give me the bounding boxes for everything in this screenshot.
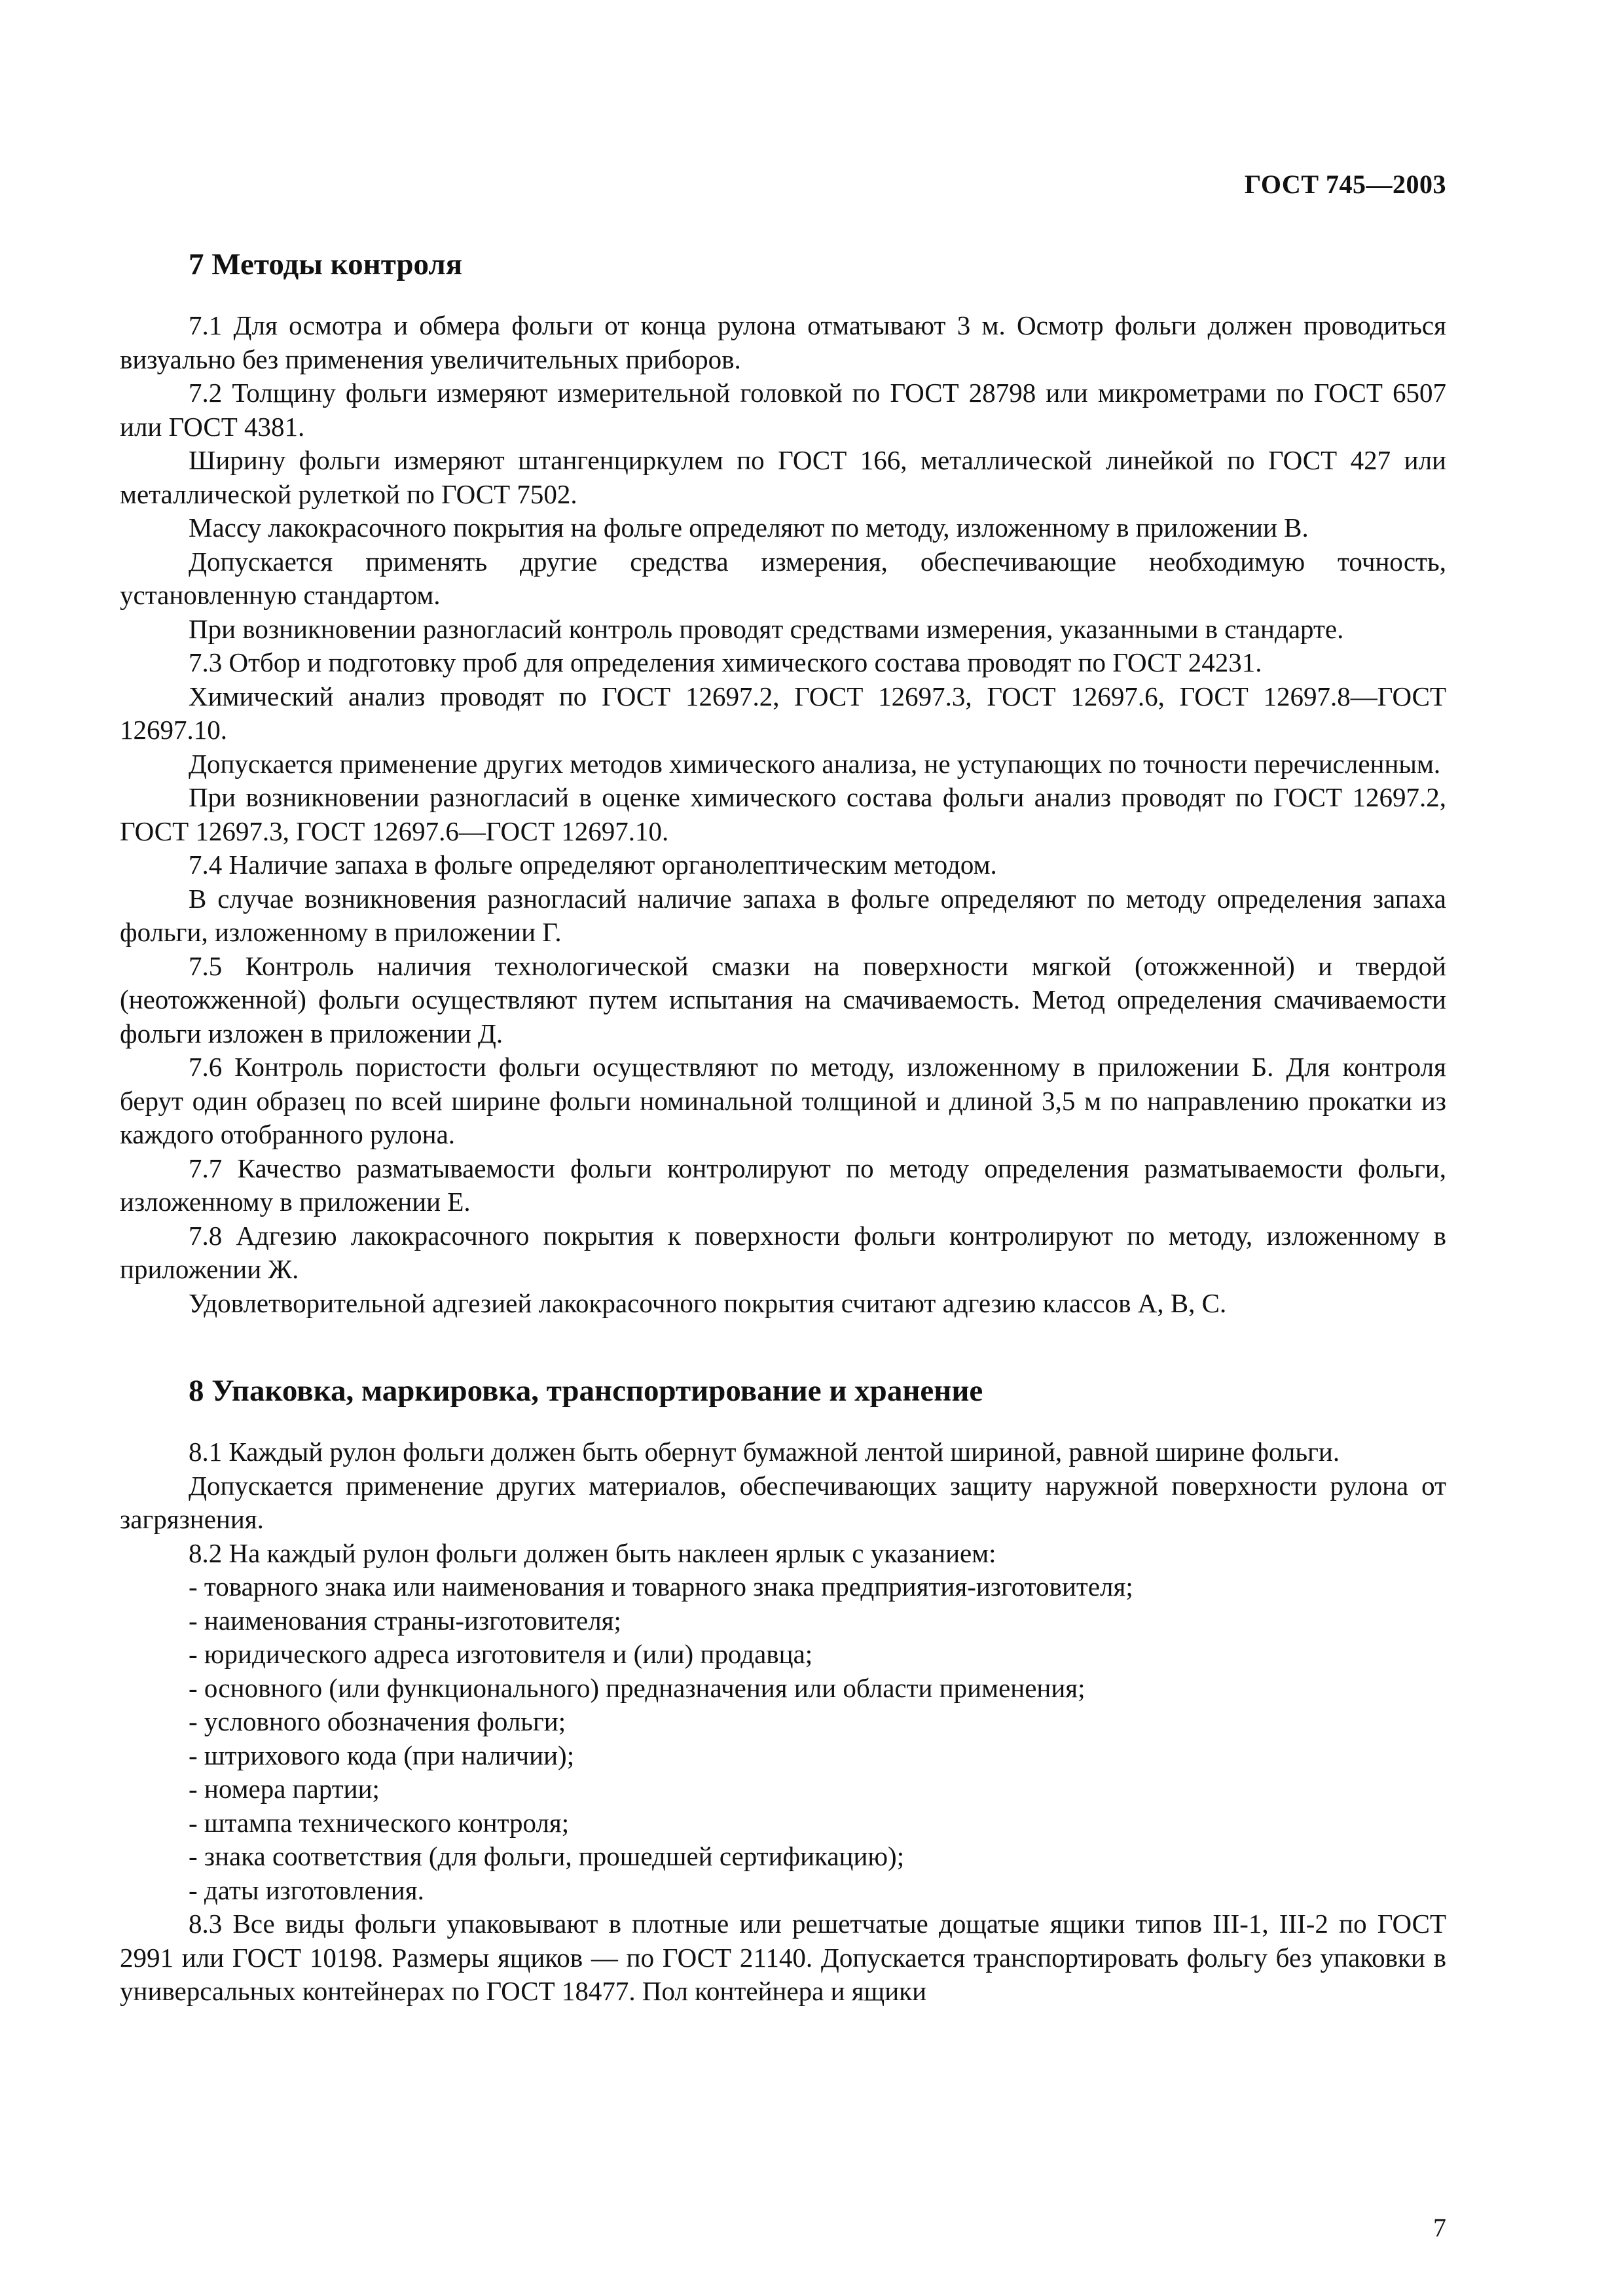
document-standard-number: ГОСТ 745—2003 [1244, 170, 1446, 199]
paragraph: В случае возникновения разногласий наличие запаха в фольге определяют по методу определения запаха фольги, изложенному в приложении Г. [120, 883, 1446, 947]
paragraph: 7.5 Контроль наличия технологической смазки на поверхности мягкой (отожженной) и твердой (неотожженной) фольги осуществляют путем испытания на смачиваемость. Метод определения смачиваемости фольги изложен в приложении Д. [120, 950, 1446, 1049]
list-item: - юридического адреса изготовителя и (или) продавца; [189, 1639, 813, 1669]
paragraph: 7.4 Наличие запаха в фольге определяют органолептическим методом. [189, 850, 997, 880]
paragraph: 7.6 Контроль пористости фольги осуществляют по методу, изложенному в приложении Б. Для контроля берут один образец по всей ширине фольги номинальной толщиной и длиной 3,5 м по направлению прокатки из каждого отобранного рулона. [120, 1052, 1446, 1149]
list-item: - товарного знака или наименования и товарного знака предприятия-изготовителя; [189, 1571, 1133, 1602]
list-item: - штампа технического контроля; [189, 1807, 570, 1838]
list-item: - штрихового кода (при наличии); [189, 1740, 575, 1770]
list-item: - даты изготовления. [189, 1874, 424, 1905]
paragraph: Удовлетворительной адгезией лакокрасочного покрытия считают адгезию классов А, В, С. [189, 1287, 1227, 1318]
paragraph: 8.2 На каждый рулон фольги должен быть наклеен ярлык с указанием: [189, 1537, 996, 1568]
list-item: - знака соответствия (для фольги, прошедшей сертификацию); [189, 1841, 905, 1871]
section-8-body [120, 1435, 1446, 2009]
paragraph: 7.2 Толщину фольги измеряют измерительной головкой по ГОСТ 28798 или микрометрами по ГОСТ 6507 или ГОСТ 4381. [120, 378, 1446, 442]
section-8-title: 8 Упаковка, маркировка, транспортирование и хранение [189, 1374, 983, 1408]
section-7-body [120, 309, 1446, 1320]
paragraph: 7.3 Отбор и подготовку проб для определения химического состава проводят по ГОСТ 24231. [189, 647, 1262, 677]
paragraph: 8.3 Все виды фольги упаковывают в плотные или решетчатые дощатые ящики типов III-1, III-2 по ГОСТ 2991 или ГОСТ 10198. Размеры ящиков — по ГОСТ 21140. Допускается транспортировать фольгу без упаковки в универсальных контейнерах по ГОСТ 18477. Пол контейнера и ящики [120, 1909, 1446, 2006]
paragraph: Допускается применять другие средства измерения, обеспечивающие необходимую точность, установленную стандартом. [120, 546, 1446, 610]
paragraph: При возникновении разногласий контроль проводят средствами измерения, указанными в стандарте. [189, 613, 1344, 644]
label-requirements-list [120, 1570, 1446, 1907]
paragraph: Ширину фольги измеряют штангенциркулем по ГОСТ 166, металлической линейкой по ГОСТ 427 или металлической рулеткой по ГОСТ 7502. [120, 445, 1446, 509]
paragraph: 7.7 Качество разматываемости фольги контролируют по методу определения разматываемости фольги, изложенному в приложении Е. [120, 1153, 1446, 1217]
paragraph: Химический анализ проводят по ГОСТ 12697.2, ГОСТ 12697.3, ГОСТ 12697.6, ГОСТ 12697.8—ГОСТ 12697.10. [120, 681, 1446, 745]
paragraph: Допускается применение других материалов, обеспечивающих защиту наружной поверхности рулона от загрязнения. [120, 1470, 1446, 1534]
list-item: - основного (или функционального) предназначения или области применения; [189, 1672, 1085, 1703]
list-item: - номера партии; [189, 1774, 380, 1804]
paragraph: 7.1 Для осмотра и обмера фольги от конца рулона отматывают 3 м. Осмотр фольги должен проводиться визуально без применения увеличительных приборов. [120, 310, 1446, 374]
section-8-intro [120, 1435, 1446, 1570]
paragraph: Массу лакокрасочного покрытия на фольге определяют по методу, изложенному в приложении В. [189, 512, 1309, 543]
page-number: 7 [1433, 2213, 1446, 2242]
section-7-title: 7 Методы контроля [189, 247, 463, 281]
paragraph: 7.8 Адгезию лакокрасочного покрытия к поверхности фольги контролируют по методу, изложенному в приложении Ж. [120, 1220, 1446, 1284]
paragraph: Допускается применение других методов химического анализа, не уступающих по точности перечисленным. [189, 748, 1441, 779]
section-8-continuation [120, 1907, 1446, 2009]
list-item: - наименования страны-изготовителя; [189, 1605, 621, 1636]
page-content [120, 228, 1446, 2009]
paragraph: При возникновении разногласий в оценке химического состава фольги анализ проводят по ГОСТ 12697.2, ГОСТ 12697.3, ГОСТ 12697.6—ГОСТ 12697.10. [120, 782, 1446, 846]
paragraph: 8.1 Каждый рулон фольги должен быть обернут бумажной лентой шириной, равной ширине фольги. [189, 1437, 1340, 1467]
list-item: - условного обозначения фольги; [189, 1706, 566, 1736]
